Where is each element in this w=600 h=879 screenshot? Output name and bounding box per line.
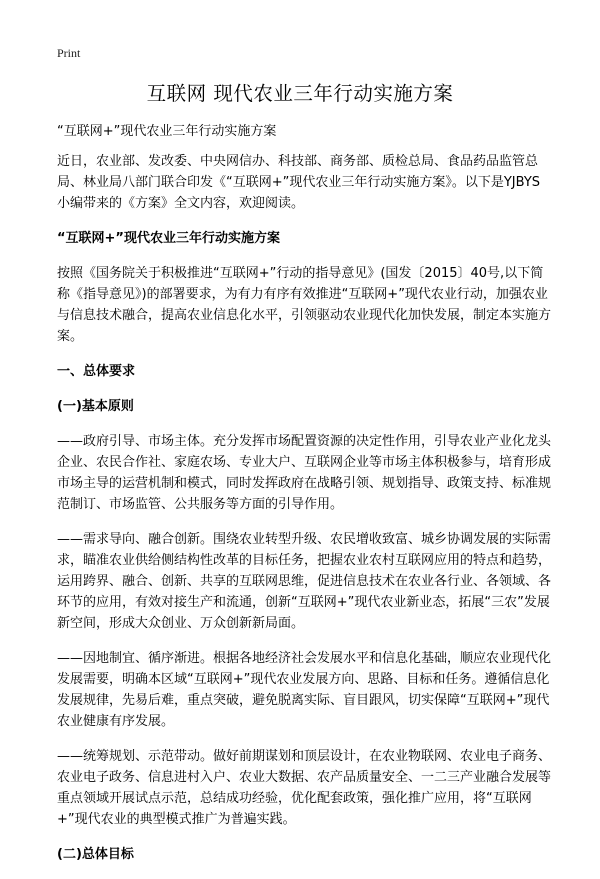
- heading-general-requirements: 一、总体要求: [57, 364, 136, 379]
- principle-paragraph: ——因地制宜、循序渐进。根据各地经济社会发展水平和信息化基础，顺应农业现代化发展需要，明确本区域“互联网+”现代农业发展方向、思路、目标和任务。遵循信息化发展规律，先易后难，重点突破，避免脱离实际、盲目跟风，切实保障“互联网+”现代农业健康有序发展。: [57, 651, 552, 729]
- principle-paragraph: ——需求导向、融合创新。围绕农业转型升级、农民增收致富、城乡协调发展的实际需求，瞄准农业供给侧结构性改革的目标任务，把握农业农村互联网应用的特点和趋势，运用跨界、融合、创新、共享的互联网思维，促进信息技术在农业各行业、各领域、各环节的应用，有效对接生产和流通，创新“互联网+”现代农业新业态，拓展“三农”发展新空间，形成大众创业、万众创新新局面。: [57, 532, 552, 631]
- principle-paragraph: ——统筹规划、示范带动。做好前期谋划和顶层设计，在农业物联网、农业电子商务、农业电子政务、信息进村入户、农业大数据、农产品质量安全、一二三产业融合发展等重点领域开展试点示范，总结成功经验，优化配套政策，强化推广应用，将“互联网+”现代农业的典型模式推广为普遍实践。: [57, 749, 552, 827]
- principle-paragraph: ——政府引导、市场主体。充分发挥市场配置资源的决定性作用，引导农业产业化龙头企业、农民合作社、家庭农场、专业大户、互联网企业等市场主体积极参与，培育形成市场主导的运营机制和模式，同时发挥政府在战略引领、规划指导、政策支持、标准规范制订、市场监管、公共服务等方面的引导作用。: [57, 434, 552, 512]
- article-subtitle: “互联网+”现代农业三年行动实施方案: [57, 124, 277, 139]
- preamble-paragraph: 按照《国务院关于积极推进“互联网+”行动的指导意见》(国发〔2015〕40号,以下简称《指导意见》)的部署要求，为有力有序有效推进“互联网+”现代农业行动，加强农业与信息技术融合，提高农业信息化水平，引领驱动农业现代化加快发展，制定本实施方案。: [57, 266, 552, 344]
- heading-overall-goals: (二)总体目标: [57, 847, 134, 862]
- article-body: [57, 121, 552, 879]
- section-title: “互联网+”现代农业三年行动实施方案: [57, 231, 280, 246]
- heading-basic-principles: (一)基本原则: [57, 399, 134, 414]
- print-link[interactable]: Print: [57, 46, 81, 60]
- intro-paragraph: 近日，农业部、发改委、中央网信办、科技部、商务部、质检总局、食品药品监管总局、林业局八部门联合印发《“互联网+”现代农业三年行动实施方案》。以下是YJBYS小编带来的《方案》全文内容，欢迎阅读。: [57, 154, 541, 211]
- page-title: 互联网 现代农业三年行动实施方案: [146, 82, 454, 105]
